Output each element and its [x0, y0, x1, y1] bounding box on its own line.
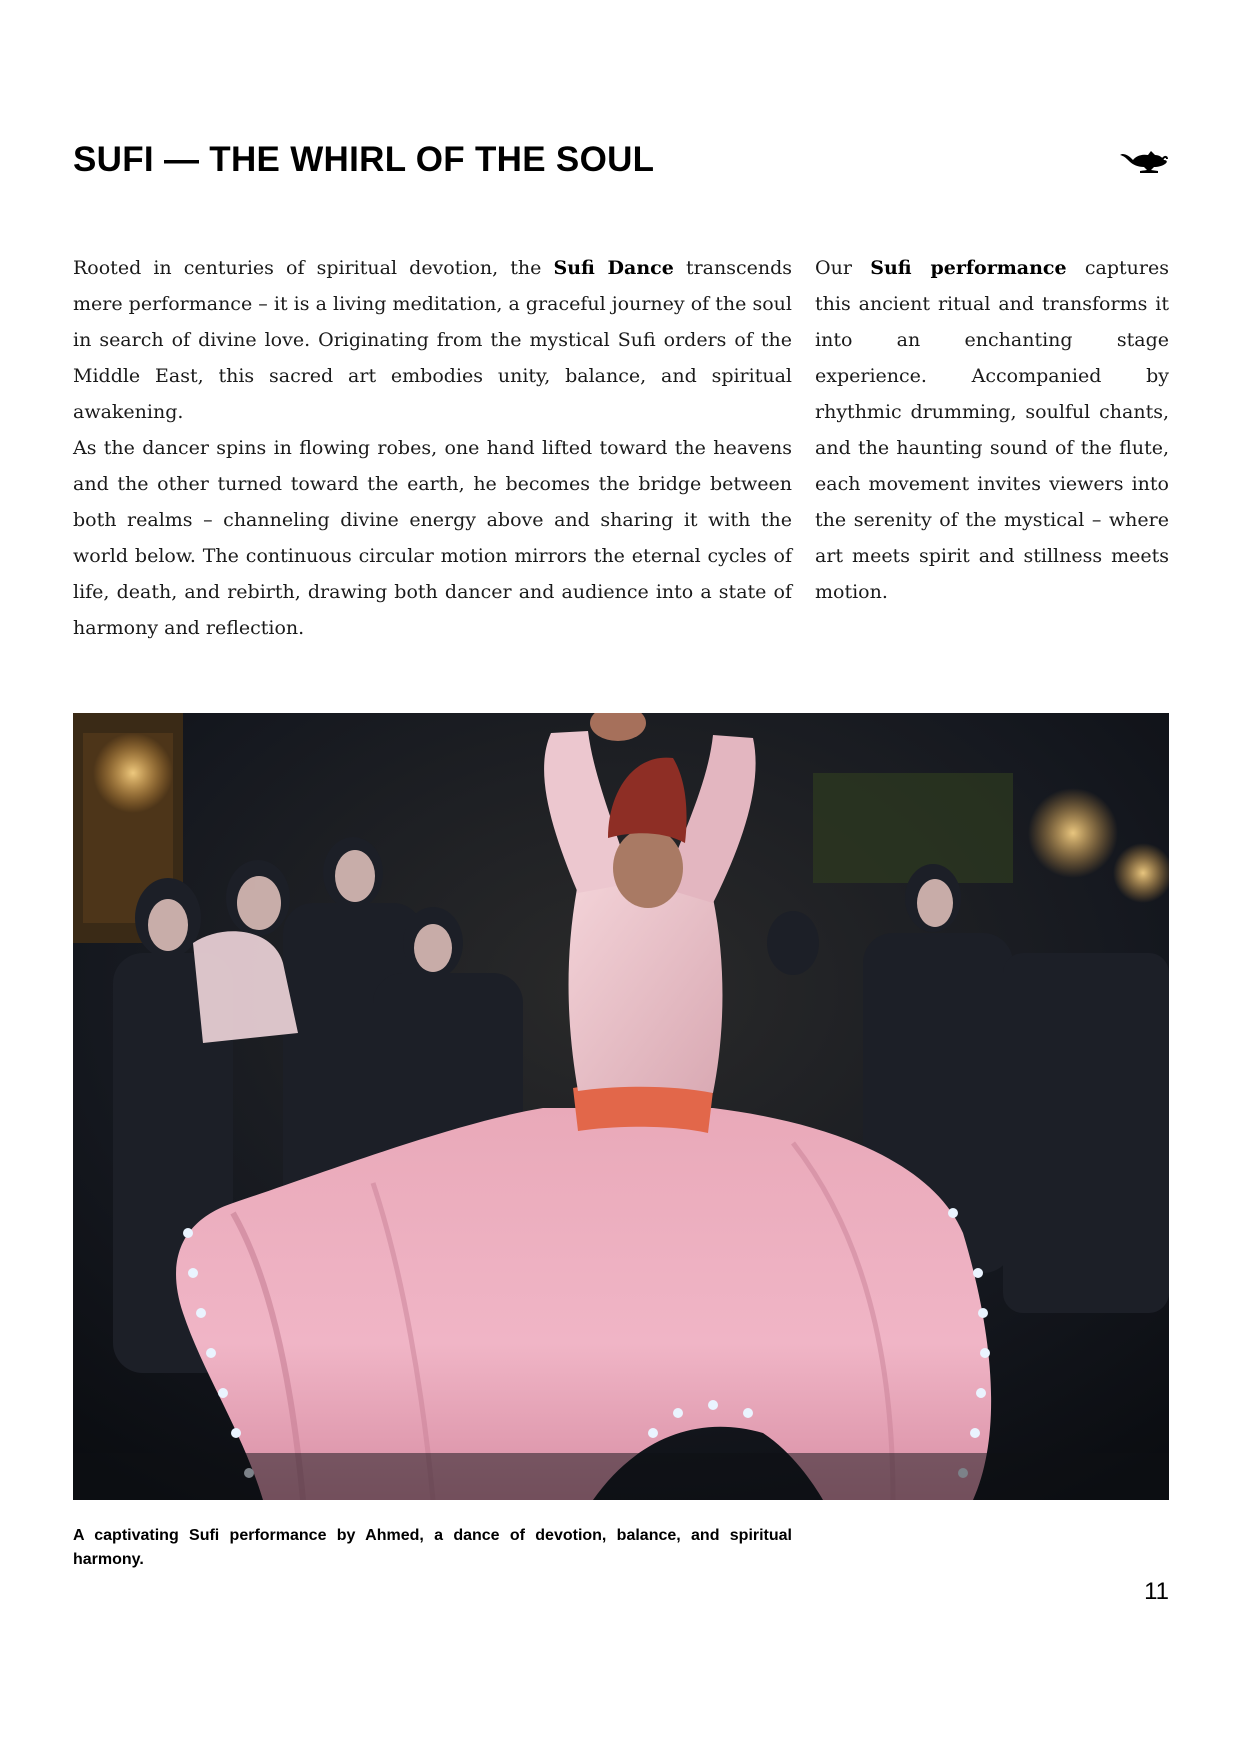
page-number: 11: [1144, 1578, 1169, 1605]
photo-caption: A captivating Sufi performance by Ahmed, a dance of devotion, balance, and spiritual harmony.: [73, 1527, 792, 1568]
performance-paragraph: Our Sufi performance captures this ancient ritual and transforms it into an enchanting stage experience. Accompanied by rhythmic drumming, soulful chants, and the haunting sound of the flute, each movement invites viewers into the serenity of the mystical – where art meets spirit and stillness meets motion.: [815, 257, 1169, 603]
sufi-dancer-photo: [73, 713, 1169, 1500]
magic-lamp-icon: [1118, 145, 1168, 175]
performance-column: [815, 250, 1169, 610]
intro-paragraph: Rooted in centuries of spiritual devotion, the Sufi Dance transcends mere performance – it is a living meditation, a graceful journey of the soul in search of divine love. Originating from the mystical Sufi orders of the Middle East, this sacred art embodies unity, balance, and spiritual awakening.: [73, 257, 793, 423]
intro-column: [73, 250, 792, 646]
dancer-paragraph: As the dancer spins in flowing robes, one hand lifted toward the heavens and the other turned toward the earth, he becomes the bridge between both realms – channeling divine energy above and sharing it with the world below. The continuous circular motion mirrors the eternal cycles of life, death, and rebirth, drawing both dancer and audience into a state of harmony and reflection.: [73, 437, 792, 639]
page-title: SUFI — THE WHIRL OF THE SOUL: [73, 140, 655, 179]
sufi-dance-emphasis: Sufi Dance: [553, 257, 674, 279]
sufi-performance-emphasis: Sufi performance: [870, 257, 1067, 279]
